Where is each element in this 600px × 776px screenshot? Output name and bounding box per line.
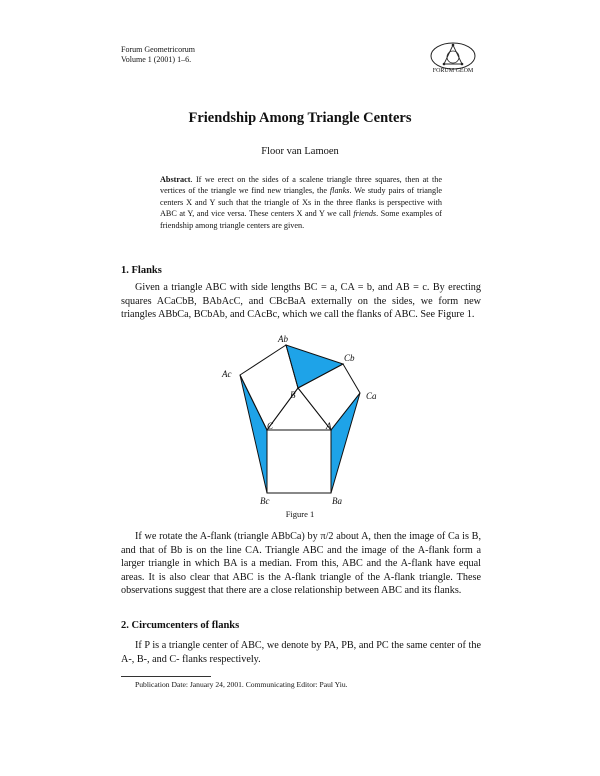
- section-2-paragraph: [121, 639, 481, 666]
- label-ca: Ca: [366, 391, 377, 401]
- paper-title: Friendship Among Triangle Centers: [188, 110, 412, 126]
- flank-left: [240, 375, 267, 493]
- journal-name: Forum Geometricorum: [121, 45, 195, 54]
- journal-volume: Volume 1 (2001) 1–6.: [121, 55, 192, 64]
- section-1-paragraph: [121, 281, 481, 322]
- abstract-flanks: flanks: [329, 186, 350, 196]
- section-2-heading: 2. Circumcenters of flanks: [121, 620, 240, 631]
- label-c: C: [267, 421, 274, 431]
- abstract-text-2: . We study pairs of triangle centers X and Y such that the triangle of Xs in the three flanks is perspective with ABC at Y, and vice versa. These centers X and Y we call: [160, 186, 442, 219]
- square-bottom: [267, 430, 331, 493]
- abstract-friends: friends: [353, 209, 377, 219]
- label-cb: Cb: [344, 353, 355, 363]
- section-1-heading: 1. Flanks: [121, 265, 162, 276]
- journal-logo: [427, 40, 479, 78]
- section-2-text: If P is a triangle center of ABC, we denote by PA, PB, and PC the same center of the A-, B-, and C- flanks respectively.: [121, 640, 481, 665]
- section-1-text: Given a triangle ABC with side lengths BC = a, CA = b, and AB = c. By erecting squares ACaCbB, BAbAcC, and CBcBaA externally on the sides, we form new triangles ABbCa, BCbAb, and CAcBc, which we call the flanks of ABC. See Figure 1.: [121, 282, 481, 321]
- square-left: [240, 345, 298, 430]
- flank-right: [331, 393, 360, 493]
- journal-header: [121, 45, 195, 65]
- label-bc: Bc: [260, 496, 270, 506]
- body-paragraph: [121, 530, 481, 598]
- flank-top: [286, 345, 343, 388]
- footnote: Publication Date: January 24, 2001. Communicating Editor: Paul Yiu.: [135, 680, 348, 689]
- abstract-text-1: . If we erect on the sides of a scalene triangle three squares, then at the vertices of the triangle we find new triangles, the: [160, 175, 442, 196]
- abstract: [160, 174, 442, 231]
- abstract-text-3: . Some examples of friendship among triangle centers are given.: [160, 209, 443, 230]
- triangle-abc: [267, 388, 331, 430]
- logo-seal-icon: [427, 40, 479, 70]
- label-a: A: [326, 421, 332, 431]
- label-ac: Ac: [222, 369, 232, 379]
- figure-caption: Figure 1: [285, 509, 315, 519]
- logo-text: FORUM GEOM: [432, 68, 474, 74]
- label-b: B: [290, 390, 296, 400]
- label-ab: Ab: [278, 334, 288, 344]
- paper-author: Floor van Lamoen: [261, 146, 339, 157]
- footnote-rule: [121, 676, 211, 677]
- figure-1-diagram: [210, 330, 395, 508]
- abstract-label: Abstract: [160, 175, 191, 184]
- label-ba: Ba: [332, 496, 342, 506]
- body-text: If we rotate the A-flank (triangle ABbCa) by π/2 about A, then the image of Ca is B, and that of Bb is on the line CA. Triangle ABC and the image of the A-flank form a larger triangle in which BA is a median. From this, ABC and the A-flank have equal areas. It is also clear that ABC is the A-flank triangle of the A-flank triangle. These observations suggest that there are a close relationship between ABC and its flanks.: [121, 531, 481, 597]
